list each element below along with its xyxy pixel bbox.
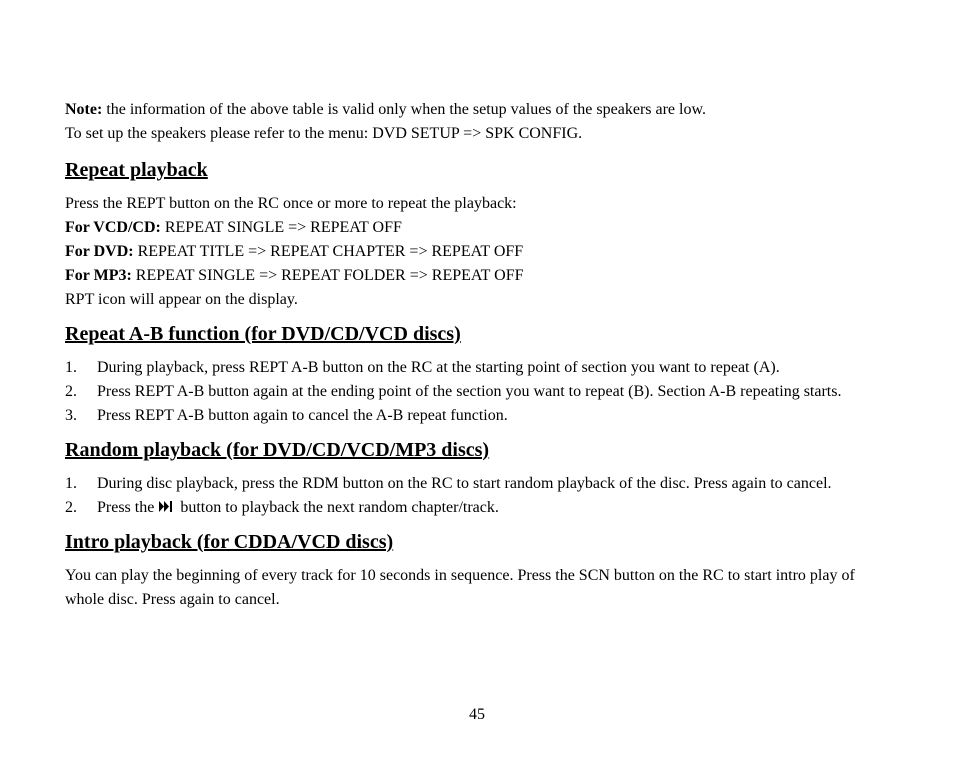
- list-item-text: During playback, press REPT A-B button on the RC at the starting point of section you want to repeat (A).: [97, 359, 780, 376]
- page-number: 45: [469, 706, 485, 723]
- repeat-ab-steps: [65, 356, 895, 428]
- manual-page: [65, 98, 895, 612]
- repeat-item-mp3: [65, 264, 895, 288]
- random-playback-heading: Random playback (for DVD/CD/VCD/MP3 discs): [65, 439, 490, 461]
- list-item-text: During disc playback, press the RDM button on the RC to start random playback of the disc. Press again to cancel.: [97, 475, 832, 492]
- note-paragraph: [65, 98, 895, 122]
- random-steps: [65, 472, 895, 520]
- list-item: [65, 404, 895, 428]
- repeat-item-label: For MP3:: [65, 267, 132, 284]
- list-item-text: Press REPT A-B button again at the ending point of the section you want to repeat (B). Section A-B repeating starts.: [97, 383, 842, 400]
- repeat-footer: RPT icon will appear on the display.: [65, 291, 298, 308]
- list-item: [65, 496, 895, 520]
- list-item: [65, 356, 895, 380]
- repeat-item-vcd-cd: [65, 216, 895, 240]
- repeat-item-text: REPEAT SINGLE => REPEAT FOLDER => REPEAT OFF: [131, 267, 524, 284]
- repeat-item-dvd: [65, 240, 895, 264]
- list-item: [65, 472, 895, 496]
- intro-playback-heading: Intro playback (for CDDA/VCD discs): [65, 531, 394, 553]
- note-line-2: To set up the speakers please refer to the menu: DVD SETUP => SPK CONFIG.: [65, 125, 583, 142]
- list-item-number: 3.: [65, 407, 77, 424]
- note-text: the information of the above table is valid only when the setup values of the speakers are low.: [102, 101, 706, 118]
- repeat-intro: Press the REPT button on the RC once or more to repeat the playback:: [65, 195, 517, 212]
- list-item-number: 1.: [65, 359, 77, 376]
- list-item-text-after: button to playback the next random chapter/track.: [176, 499, 499, 516]
- repeat-ab-heading: Repeat A-B function (for DVD/CD/VCD discs): [65, 323, 461, 345]
- repeat-item-label: For DVD:: [65, 243, 134, 260]
- list-item-text-before: Press the: [97, 499, 159, 516]
- list-item-text: Press REPT A-B button again to cancel the A-B repeat function.: [97, 407, 508, 424]
- repeat-playback-heading: Repeat playback: [65, 159, 208, 181]
- repeat-item-text: REPEAT SINGLE => REPEAT OFF: [160, 219, 402, 236]
- list-item-number: 2.: [65, 383, 77, 400]
- skip-next-icon: [159, 501, 173, 512]
- list-item-number: 1.: [65, 475, 77, 492]
- repeat-item-text: REPEAT TITLE => REPEAT CHAPTER => REPEAT OFF: [133, 243, 524, 260]
- list-item: [65, 380, 895, 404]
- note-label: Note:: [65, 101, 103, 118]
- list-item-number: 2.: [65, 499, 77, 516]
- intro-paragraph: You can play the beginning of every track for 10 seconds in sequence. Press the SCN button on the RC to start intro play of whole disc. Press again to cancel.: [65, 567, 855, 608]
- repeat-item-label: For VCD/CD:: [65, 219, 161, 236]
